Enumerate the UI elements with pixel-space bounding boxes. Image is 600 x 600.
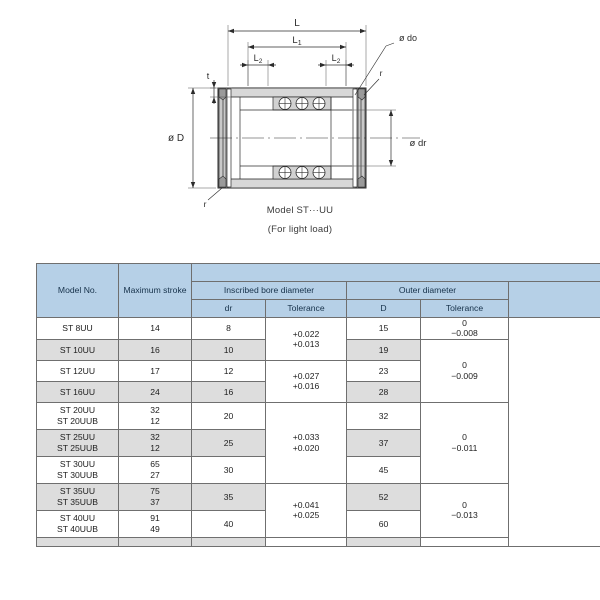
dim-label-L1: $L_1$ (292, 35, 302, 47)
cell-outer-D: 19 (347, 339, 421, 360)
cell-model-no: ST 10UU (37, 339, 119, 360)
cell-outer-D: 32 (347, 402, 421, 429)
cell-model-no: ST 20UU ST 20UUB (37, 402, 119, 429)
drawing-caption-load: (For light load) (267, 224, 333, 235)
specification-table (36, 263, 600, 547)
cell-model-no: ST 25UU ST 25UUB (37, 429, 119, 456)
cell-outer-tolerance: 0 −0.008 (421, 318, 509, 340)
cell-partial (266, 537, 347, 546)
table-body (37, 318, 600, 547)
cell-maximum-stroke: 32 12 (119, 402, 192, 429)
cell-maximum-stroke: 75 37 (119, 483, 192, 510)
cell-bore-dr: 12 (192, 360, 266, 381)
cell-model-no: ST 12UU (37, 360, 119, 381)
dim-label-diameter-D: ø D (167, 133, 185, 144)
cell-outer-D: 37 (347, 429, 421, 456)
cell-model-no: ST 8UU (37, 318, 119, 340)
cell-bore-dr: 25 (192, 429, 266, 456)
cell-model-no: ST 16UU (37, 381, 119, 402)
header-model-no: Model No. (37, 264, 119, 318)
drawing-caption-model: Model ST···UU (266, 205, 334, 216)
dim-label-r-top: r (379, 68, 383, 78)
cell-outer-D: 15 (347, 318, 421, 340)
cell-outer-D: 60 (347, 510, 421, 537)
cell-bore-dr: 16 (192, 381, 266, 402)
cell-extra-right (509, 318, 600, 547)
dim-label-L2-right: $L_2$ (331, 53, 341, 65)
cell-bore-dr: 30 (192, 456, 266, 483)
cell-maximum-stroke: 14 (119, 318, 192, 340)
cell-partial (37, 537, 119, 546)
cell-maximum-stroke: 65 27 (119, 456, 192, 483)
table-row (37, 318, 600, 340)
cell-partial (421, 537, 509, 546)
cell-bore-tolerance: +0.022 +0.013 (266, 318, 347, 361)
header-outer-D: D (347, 300, 421, 318)
cell-maximum-stroke: 32 12 (119, 429, 192, 456)
cell-outer-D: 45 (347, 456, 421, 483)
header-extra-right (509, 282, 600, 318)
header-bore-dr: dr (192, 300, 266, 318)
cell-bore-dr: 35 (192, 483, 266, 510)
dim-label-t: t (206, 71, 210, 81)
cell-bore-dr: 10 (192, 339, 266, 360)
cell-bore-dr: 40 (192, 510, 266, 537)
cell-maximum-stroke: 24 (119, 381, 192, 402)
dim-label-L2-left: $L_2$ (253, 53, 263, 65)
cell-bore-dr: 8 (192, 318, 266, 340)
header-spacer-top (192, 264, 600, 282)
technical-drawing (0, 0, 600, 252)
cell-bore-tolerance: +0.027 +0.016 (266, 360, 347, 402)
cell-outer-D: 23 (347, 360, 421, 381)
cell-outer-D: 28 (347, 381, 421, 402)
header-inscribed-bore-diameter: Inscribed bore diameter (192, 282, 347, 300)
header-bore-tolerance: Tolerance (266, 300, 347, 318)
cell-maximum-stroke: 17 (119, 360, 192, 381)
cell-outer-tolerance: 0 −0.009 (421, 339, 509, 402)
header-outer-tolerance: Tolerance (421, 300, 509, 318)
cell-partial (119, 537, 192, 546)
cell-maximum-stroke: 91 49 (119, 510, 192, 537)
table-head (37, 264, 600, 318)
spec-table-wrap (36, 263, 600, 547)
header-outer-diameter: Outer diameter (347, 282, 509, 300)
dim-label-L: L (294, 18, 300, 29)
header-maximum-stroke: Maximum stroke (119, 264, 192, 318)
cell-model-no: ST 40UU ST 40UUB (37, 510, 119, 537)
cell-outer-tolerance: 0 −0.011 (421, 402, 509, 483)
cell-model-no: ST 30UU ST 30UUB (37, 456, 119, 483)
dim-label-diameter-do: ø do (398, 33, 418, 43)
cell-bore-tolerance: +0.033 +0.020 (266, 402, 347, 483)
cell-outer-tolerance: 0 −0.013 (421, 483, 509, 537)
cell-bore-dr: 20 (192, 402, 266, 429)
cell-model-no: ST 35UU ST 35UUB (37, 483, 119, 510)
cell-partial (347, 537, 421, 546)
dim-label-diameter-dr: ø dr (409, 138, 427, 149)
cell-bore-tolerance: +0.041 +0.025 (266, 483, 347, 537)
cell-outer-D: 52 (347, 483, 421, 510)
cell-partial (192, 537, 266, 546)
dim-label-r-bottom: r (203, 199, 207, 209)
cell-maximum-stroke: 16 (119, 339, 192, 360)
